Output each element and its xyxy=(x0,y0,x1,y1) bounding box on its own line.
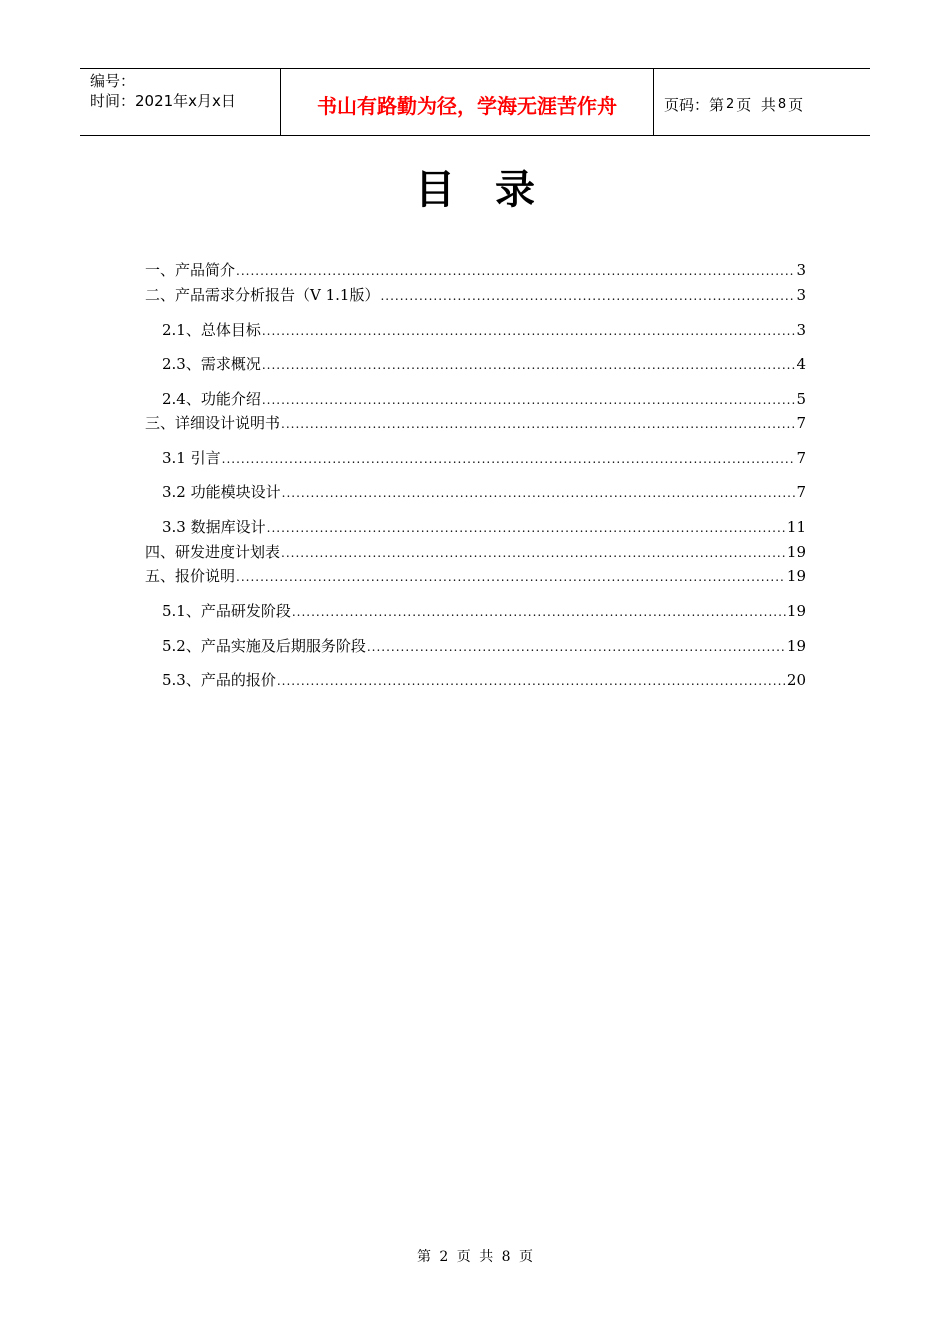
toc-entry[interactable] xyxy=(162,482,806,503)
toc-entry[interactable] xyxy=(162,389,806,410)
toc-entry[interactable] xyxy=(145,566,806,587)
header-info-cell xyxy=(80,69,281,135)
toc-leader-dots xyxy=(380,286,795,306)
toc-entry-label: 5.1、产品研发阶段 xyxy=(162,602,291,620)
toc-entry-label: 一、产品简介 xyxy=(145,261,236,279)
page-mid: 页 共 xyxy=(736,95,776,114)
toc-entry[interactable] xyxy=(162,517,806,538)
toc-entry-label: 5.2、产品实施及后期服务阶段 xyxy=(162,637,366,655)
page-footer: 第 2 页 共 8 页 xyxy=(416,1249,534,1265)
toc-entry-page: 19 xyxy=(786,543,806,561)
toc-entry[interactable] xyxy=(145,260,806,281)
document-number: 编号： xyxy=(90,72,136,90)
toc-entry-page: 20 xyxy=(786,671,806,689)
toc-leader-dots xyxy=(262,321,796,341)
toc-entry-label: 2.4、功能介绍 xyxy=(162,390,261,408)
toc-entry-page: 3 xyxy=(796,261,806,279)
toc-entry-page: 7 xyxy=(796,414,806,432)
page-title: 目录 xyxy=(415,167,575,213)
page-prefix: 页码：第 xyxy=(664,95,725,114)
toc-entry[interactable] xyxy=(145,413,806,434)
toc-leader-dots xyxy=(262,390,796,410)
toc-leader-dots xyxy=(277,671,786,691)
toc-entry-page: 4 xyxy=(796,355,806,373)
toc-leader-dots xyxy=(222,449,796,469)
toc-leader-dots xyxy=(267,518,786,538)
toc-entry-page: 3 xyxy=(796,286,806,304)
toc-entry-label: 2.1、总体目标 xyxy=(162,321,261,339)
toc-entry-label: 5.3、产品的报价 xyxy=(162,671,276,689)
toc-entry[interactable] xyxy=(162,448,806,469)
toc-entry-page: 5 xyxy=(796,390,806,408)
toc-entry[interactable] xyxy=(145,542,806,563)
toc-entry-page: 19 xyxy=(786,602,806,620)
toc-entry-page: 7 xyxy=(796,483,806,501)
toc-leader-dots xyxy=(367,637,786,657)
toc-leader-dots xyxy=(262,355,796,375)
toc-entry-label: 二、产品需求分析报告（V 1.1版） xyxy=(145,286,380,304)
document-date: 时间：2021年x月x日 xyxy=(90,92,236,110)
toc-entry-label: 3.1 引言 xyxy=(162,449,221,467)
toc-leader-dots xyxy=(236,261,795,281)
toc-entry-label: 五、报价说明 xyxy=(145,567,236,585)
toc-entry-label: 3.3 数据库设计 xyxy=(162,518,266,536)
toc-entry-label: 3.2 功能模块设计 xyxy=(162,483,281,501)
toc-entry[interactable] xyxy=(145,285,806,306)
toc-leader-dots xyxy=(236,567,786,587)
toc-entry[interactable] xyxy=(162,320,806,341)
toc-entry[interactable] xyxy=(162,354,806,375)
toc-entry-page: 11 xyxy=(786,518,806,536)
toc-leader-dots xyxy=(281,414,795,434)
toc-entry[interactable] xyxy=(162,636,806,657)
toc-entry-label: 2.3、需求概况 xyxy=(162,355,261,373)
toc-entry[interactable] xyxy=(162,601,806,622)
header-page-info xyxy=(654,69,870,135)
toc-leader-dots xyxy=(281,543,786,563)
toc-entry[interactable] xyxy=(162,670,806,691)
toc-entry-page: 19 xyxy=(786,637,806,655)
header-motto: 书山有路勤为径，学海无涯苦作舟 xyxy=(281,69,654,135)
page-suffix: 页 xyxy=(788,95,804,114)
toc-leader-dots xyxy=(292,602,786,622)
toc-entry-page: 19 xyxy=(786,567,806,585)
page-current: 2 xyxy=(726,96,735,112)
toc-entry-label: 四、研发进度计划表 xyxy=(145,543,281,561)
toc-leader-dots xyxy=(282,483,796,503)
page-total: 8 xyxy=(777,96,787,112)
toc-entry-page: 3 xyxy=(796,321,806,339)
page-header xyxy=(80,68,870,136)
toc-entry-page: 7 xyxy=(796,449,806,467)
toc-entry-label: 三、详细设计说明书 xyxy=(145,414,281,432)
